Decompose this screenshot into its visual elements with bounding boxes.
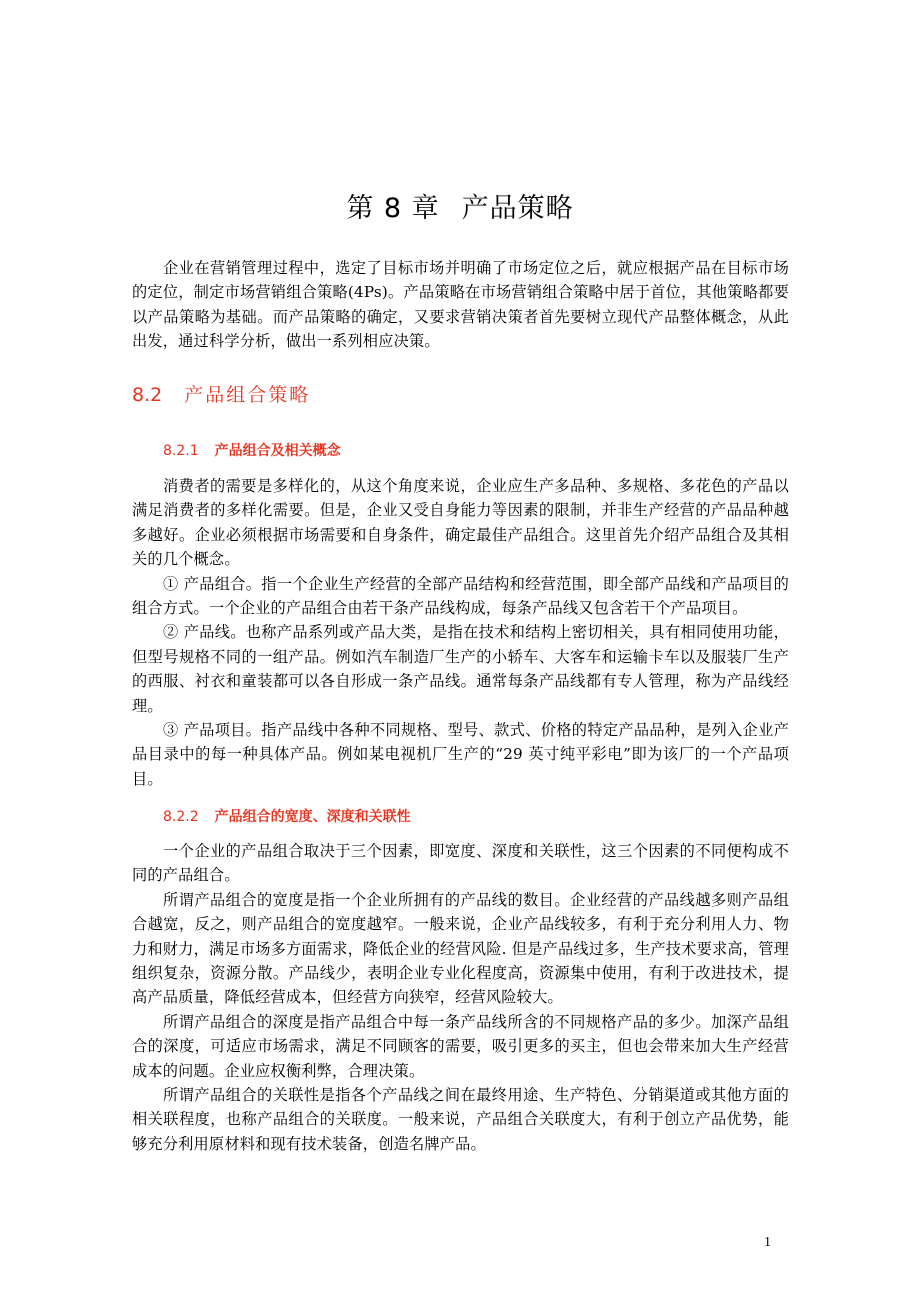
paragraph: 所谓产品组合的深度是指产品组合中每一条产品线所含的不同规格产品的多少。加深产品组合的深度，可适应市场需求，满足不同顾客的需要，吸引更多的买主，但也会带来加大生产经营成本的问题。企业应权衡利弊，合理决策。: [132, 1012, 789, 1080]
subsection-title: 产品组合及相关概念: [214, 443, 341, 459]
chapter-title: [0, 186, 920, 225]
paragraph: ① 产品组合。指一个企业生产经营的全部产品结构和经营范围，即全部产品线和产品项目的组合方式。一个企业的产品组合由若干条产品线构成，每条产品线又包含若干个产品项目。: [132, 574, 789, 618]
paragraph: ③ 产品项目。指产品线中各种不同规格、型号、款式、价格的特定产品品种，是列入企业产品目录中的每一种具体产品。例如某电视机厂生产的“29 英寸纯平彩电”即为该厂的一个产品项目。: [132, 721, 789, 788]
paragraph: ② 产品线。也称产品系列或产品大类，是指在技术和结构上密切相关，具有相同使用功能，但型号规格不同的一组产品。例如汽车制造厂生产的小轿车、大客车和运输卡车以及服装厂生产的西服、衬衣和童装都可以各自形成一条产品线。通常每条产品线都有专人管理，称为产品线经理。: [132, 623, 789, 715]
subsection-title: 产品组合的宽度、深度和关联性: [214, 809, 411, 825]
paragraph: 一个企业的产品组合取决于三个因素，即宽度、深度和关联性，这三个因素的不同便构成不同的产品组合。: [132, 842, 789, 885]
section-heading: [132, 380, 310, 407]
subsection-number: 8.2.2: [163, 809, 199, 825]
subsection-1-body: [132, 474, 789, 791]
page-number: 1: [764, 1235, 771, 1250]
paragraph: 所谓产品组合的关联性是指各个产品线之间在最终用途、生产特色、分销渠道或其他方面的相关联程度，也称产品组合的关联度。一般来说，产品组合关联度大，有利于创立产品优势，能够充分利用原材料和现有技术装备，创造名牌产品。: [132, 1086, 789, 1153]
paragraph: 消费者的需要是多样化的，从这个角度来说，企业应生产多品种、多规格、多花色的产品以满足消费者的多样化需要。但是，企业又受自身能力等因素的限制，并非生产经营的产品品种越多越好。企业必须根据市场需要和自身条件，确定最佳产品组合。这里首先介绍产品组合及其相关的几个概念。: [132, 477, 789, 569]
subsection-heading-1: [163, 440, 341, 460]
paragraph: 所谓产品组合的宽度是指一个企业所拥有的产品线的数目。企业经营的产品线越多则产品组合越宽，反之，则产品组合的宽度越窄。一般来说，企业产品线较多，有利于充分利用人力、物力和财力，满足市场多方面需求，降低企业的经营风险. 但是产品线过多，生产技术要求高，管理组织复杂，资源分散。产品线少，表明企业专业化程度高，资源集中使用，有利于改进技术，提高产品质量，降低经营成本，但经营方向狭窄，经营风险较大。: [132, 890, 789, 1007]
intro-block: [132, 256, 789, 354]
subsection-heading-2: [163, 806, 411, 826]
subsection-number: 8.2.1: [163, 443, 199, 459]
chapter-number: 第 8 章: [346, 193, 440, 224]
section-title: 产品组合策略: [184, 384, 311, 406]
section-number: 8.2: [132, 384, 163, 406]
intro-paragraph: 企业在营销管理过程中，选定了目标市场并明确了市场定位之后，就应根据产品在目标市场的定位，制定市场营销组合策略(4Ps)。产品策略在市场营销组合策略中居于首位，其他策略都要以产品策略为基础。而产品策略的确定，又要求营销决策者首先要树立现代产品整体概念，从此出发，通过科学分析，做出一系列相应决策。: [132, 259, 789, 351]
chapter-title-text: 产品策略: [461, 193, 574, 224]
subsection-2-body: [132, 839, 789, 1156]
